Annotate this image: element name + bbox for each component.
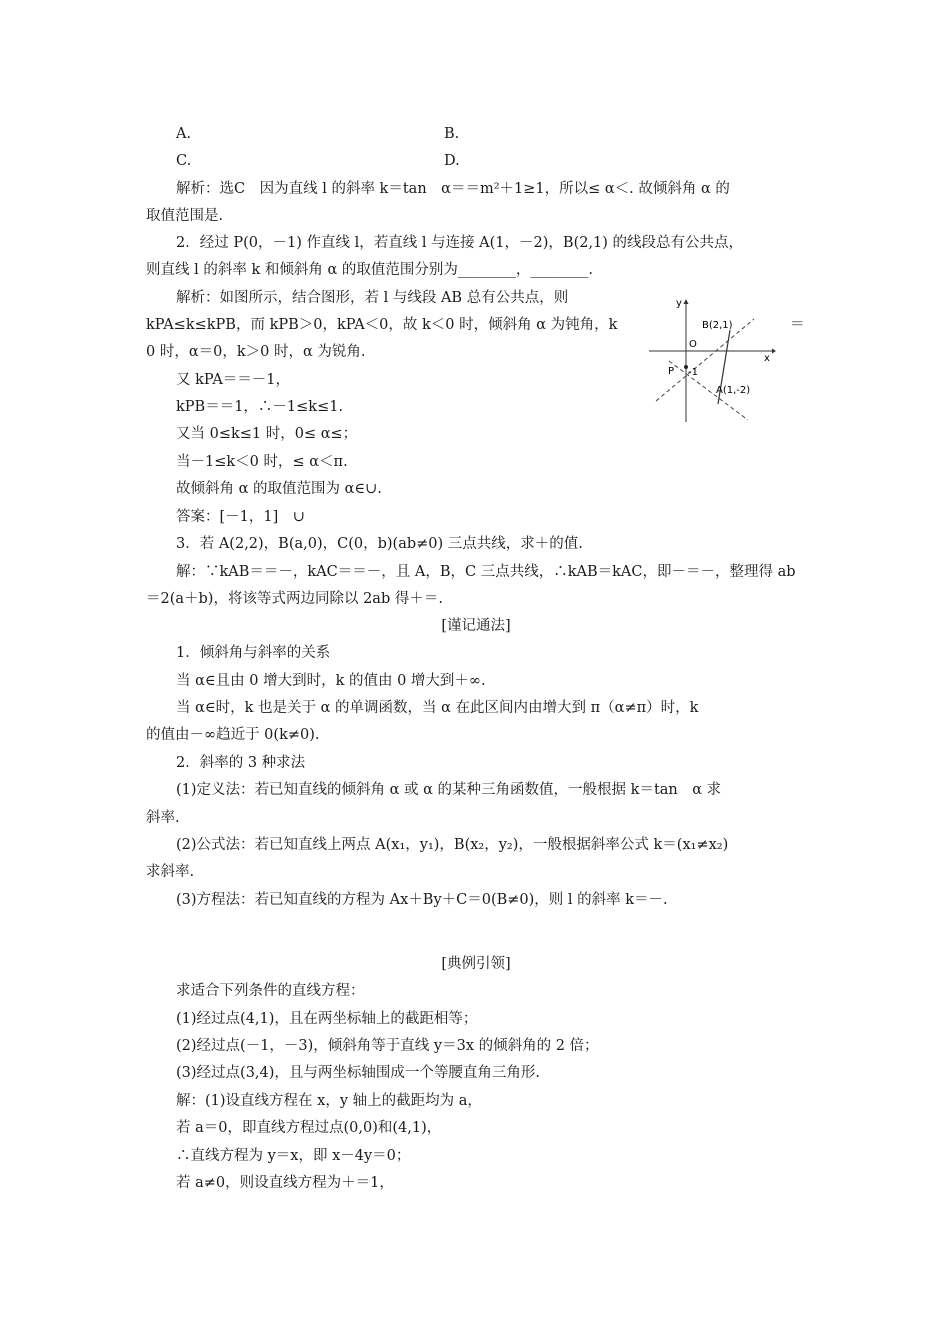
example-condition-3: (3)经过点(3,4)，且与两坐标轴围成一个等腰直角三角形. [176,1065,541,1081]
q3-solution-line1: 解：∵kAB＝＝－，kAC＝＝－，且 A，B，C 三点共线，∴kAB＝kAC，即－＝－，整理得 ab [176,564,796,580]
notes-p2-line2: 的值由－∞趋近于 0(k≠0). [146,727,320,743]
y-axis-label: y [676,298,682,309]
point-b-label: B(2,1) [702,320,733,331]
notes-method2-line2: 求斜率. [146,864,195,880]
notes-heading-1: 1．倾斜角与斜率的关系 [176,645,331,661]
example-solution-2: 若 a＝0，即直线方程过点(0,0)和(4,1)， [176,1120,442,1136]
notes-p2-line1: 当 α∈时，k 也是关于 α 的单调函数，当 α 在此区间内由增大到 π（α≠π）时，k [176,700,699,716]
q2-answer: 答案：[－1，1] ∪ [176,509,305,525]
x-axis-label: x [764,353,770,364]
option-d: D. [444,153,460,169]
q1-analysis-line2: 取值范围是. [146,208,224,224]
option-a: A. [176,126,192,142]
q2-analysis-line2: kPA≤k≤kPB，而 kPB＞0，kPA＜0，故 k＜0 时，倾斜角 α 为钝角，k [146,317,618,333]
option-b: B. [444,126,460,142]
notes-heading-2: 2．斜率的 3 种求法 [176,755,306,771]
q2-analysis-line1: 解析：如图所示，结合图形，若 l 与线段 AB 总有公共点，则 [176,290,569,306]
notes-p1: 当 α∈且由 0 增大到时，k 的值由 0 增大到＋∞. [176,673,486,689]
y-axis-arrow [684,299,689,304]
origin-label: O [689,339,697,350]
x-axis-arrow [772,349,776,354]
example-solution-4: 若 a≠0，则设直线方程为＋＝1， [176,1175,394,1191]
q2-line4: 又 kPA＝＝－1， [176,372,291,388]
q2-stem-line2: 则直线 l 的斜率 k 和倾斜角 α 的取值范围分别为________，________. [146,262,593,278]
q3-stem: 3．若 A(2,2)，B(a,0)，C(0，b)(ab≠0) 三点共线，求＋的值. [176,536,583,552]
example-solution-3: ∴直线方程为 y＝x，即 x－4y＝0； [176,1148,411,1164]
q2-analysis-line2-end: ＝ [790,317,805,333]
point-p-label: P [668,366,675,377]
example-condition-2: (2)经过点(－1，－3)，倾斜角等于直线 y＝3x 的倾斜角的 2 倍； [176,1038,599,1054]
tick-minus1-label: -1 [688,367,698,378]
q2-stem-line1: 2．经过 P(0，－1) 作直线 l，若直线 l 与连接 A(1，－2)，B(2,1) 的线段总有公共点， [176,235,744,251]
example-heading: [典例引领] [441,956,511,972]
notes-method2-line1: (2)公式法：若已知直线上两点 A(x₁，y₁)，B(x₂，y₂)，一般根据斜率公式 k＝(x₁≠x₂) [176,837,729,853]
slope-figure [644,294,776,426]
point-a-label: A(1,-2) [716,385,751,396]
notes-method3: (3)方程法：若已知直线的方程为 Ax＋By＋C＝0(B≠0)，则 l 的斜率 k＝－. [176,892,668,908]
example-solution-1: 解：(1)设直线方程在 x，y 轴上的截距均为 a， [176,1093,482,1109]
option-c: C. [176,153,192,169]
q1-analysis-line1: 解析：选C 因为直线 l 的斜率 k＝tan α＝＝m²＋1≥1，所以≤ α＜. 故倾斜角 α 的 [176,181,730,197]
q2-line7: 当－1≤k＜0 时，≤ α＜π. [176,454,348,470]
notes-method1-line2: 斜率. [146,810,180,826]
q2-line6: 又当 0≤k≤1 时，0≤ α≤； [176,426,358,442]
example-condition-1: (1)经过点(4,1)，且在两坐标轴上的截距相等； [176,1011,478,1027]
q2-line5: kPB＝＝1，∴－1≤k≤1. [176,399,344,415]
q2-analysis-line3: 0 时，α＝0，k＞0 时，α 为锐角. [146,344,366,360]
q2-line8: 故倾斜角 α 的取值范围为 α∈∪. [176,481,382,497]
notes-heading: [谨记通法] [441,618,511,634]
q3-solution-line2: ＝2(a＋b)，将该等式两边同除以 2ab 得＋＝. [146,591,443,607]
example-intro: 求适合下列条件的直线方程： [176,983,365,999]
notes-method1-line1: (1)定义法：若已知直线的倾斜角 α 或 α 的某种三角函数值，一般根据 k＝tan α 求 [176,782,722,798]
